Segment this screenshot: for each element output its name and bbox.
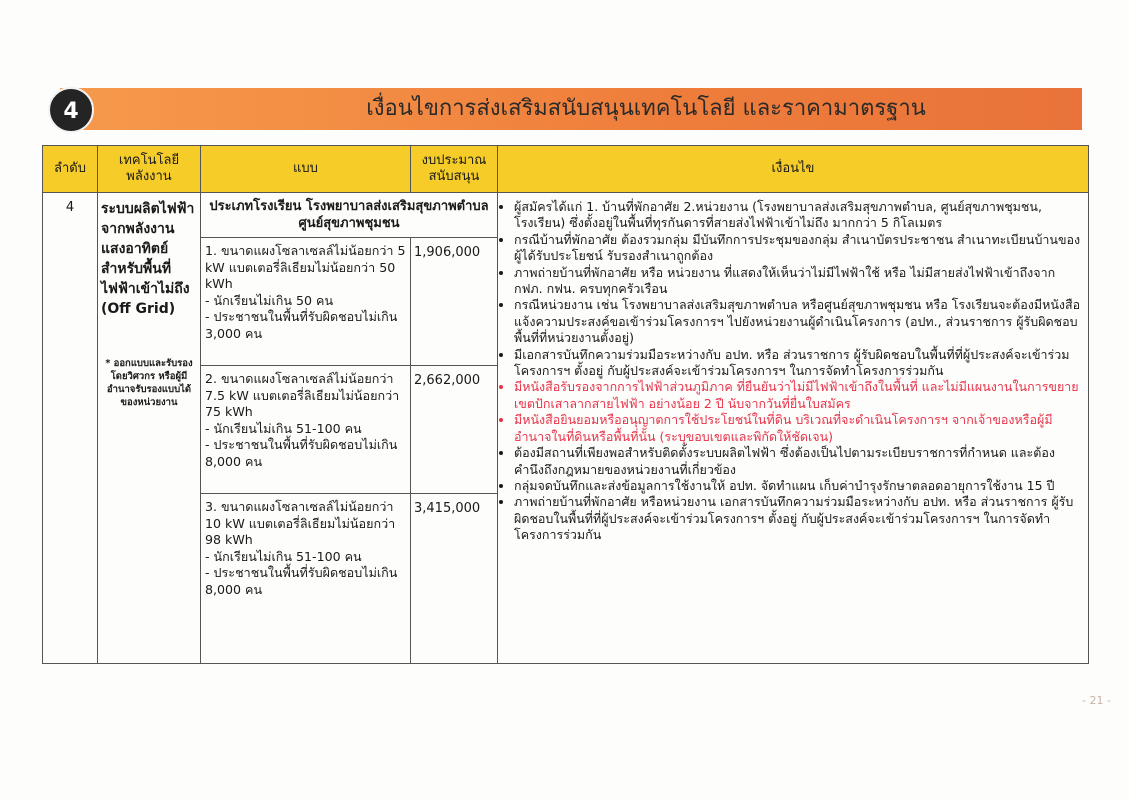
header-tech: เทคโนโลยีพลังงาน — [98, 146, 201, 193]
condition-item: • ต้องมีสถานที่เพียงพอสำหรับติดตั้งระบบผลิตไฟฟ้า ซึ่งต้องเป็นไปตามระเบียบราชการที่กำหนด และต้องคำนึงถึงกฎหมายของหน่วยงานที่เกี่ยวข้อง — [514, 445, 1083, 478]
model-budget-2: 2,662,000 — [411, 366, 498, 494]
technology-name: ระบบผลิตไฟฟ้าจากพลังงานแสงอาทิตย์สำหรับพื้นที่ไฟฟ้าเข้าไม่ถึง (Off Grid) — [101, 201, 195, 317]
model-students: - นักเรียนไม่เกิน 51-100 คน — [205, 420, 362, 436]
table-header-row — [43, 146, 1089, 193]
condition-item: • ภาพถ่ายบ้านที่พักอาศัย หรือหน่วยงาน เอกสารบันทึกความร่วมมือระหว่างกับ อปท. หรือ ส่วนราชการ ผู้รับผิดชอบในพื้นที่ที่ผู้ประสงค์จะเข้าร่วมโครงการฯ ตั้งอยู่ กับผู้ประสงค์จะเข้าร่วมโครงการฯ ในการจัดทำโครงการร่วมกัน — [514, 494, 1083, 543]
section-banner — [60, 88, 1082, 130]
header-no: ลำดับ — [43, 146, 98, 193]
condition-item: • ผู้สมัครได้แก่ 1. บ้านที่พักอาศัย 2.หน่วยงาน (โรงพยาบาลส่งเสริมสุขภาพตำบล, ศูนย์สุขภาพชุมชน, โรงเรียน) ซึ่งตั้งอยู่ในพื้นที่ทุรกันดารที่สายส่งไฟฟ้าเข้าไม่ถึง มากกว่า 5 กิโลเมตร — [514, 199, 1083, 232]
conditions-cell — [498, 193, 1089, 664]
condition-item: • กรณีหน่วยงาน เช่น โรงพยาบาลส่งเสริมสุขภาพตำบล หรือศูนย์สุขภาพชุมชน หรือ โรงเรียนจะต้องมีหนังสือแจ้งความประสงค์ขอเข้าร่วมโครงการฯ ไปยังหน่วยงานผู้ดำเนินโครงการ (อปท., ส่วนราชการ ผู้รับผิดชอบพื้นที่ที่หน่วยงานตั้งอยู่) — [514, 297, 1083, 346]
conditions-list — [502, 199, 1083, 544]
row-number: 4 — [43, 193, 98, 664]
subsidy-conditions-table — [42, 145, 1089, 664]
section-title: เงื่อนไขการส่งเสริมสนับสนุนเทคโนโลยี และราคามาตรฐาน — [366, 96, 926, 121]
page-number: - 21 - — [1082, 694, 1111, 707]
model-size: 3. ขนาดแผงโซลาเซลล์ไม่น้อยกว่า 10 kW แบตเตอรี่ลิเธียมไม่น้อยกว่า 98 kWh — [205, 499, 396, 547]
model-budget-3: 3,415,000 — [411, 494, 498, 664]
model-students: - นักเรียนไม่เกิน 50 คน — [205, 292, 334, 308]
model-spec-2 — [201, 366, 411, 494]
model-size: 1. ขนาดแผงโซลาเซลล์ไม่น้อยกว่า 5 kW แบตเตอรี่ลิเธียมไม่น้อยกว่า 50 kWh — [205, 243, 406, 291]
technology-cell — [98, 193, 201, 664]
condition-item-highlight: • มีหนังสือยินยอมหรืออนุญาตการใช้ประโยชน์ในที่ดิน บริเวณที่จะดำเนินโครงการฯ จากเจ้าของหรือผู้มีอำนาจในที่ดินหรือพื้นที่นั้น (ระบุขอบเขตและพิกัดให้ชัดเจน) — [514, 412, 1083, 445]
model-spec-3 — [201, 494, 411, 664]
header-model: แบบ — [201, 146, 411, 193]
model-students: - นักเรียนไม่เกิน 51-100 คน — [205, 548, 362, 564]
condition-item: • ภาพถ่ายบ้านที่พักอาศัย หรือ หน่วยงาน ที่แสดงให้เห็นว่าไม่มีไฟฟ้าใช้ หรือ ไม่มีสายส่งไฟฟ้าเข้าถึงจาก กฟภ. กฟน. ครบทุกครัวเรือน — [514, 265, 1083, 298]
model-size: 2. ขนาดแผงโซลาเซลล์ไม่น้อยกว่า 7.5 kW แบตเตอรี่ลิเธียมไม่น้อยกว่า 75 kWh — [205, 371, 400, 419]
table-row — [43, 193, 1089, 238]
condition-item-highlight: • มีหนังสือรับรองจากการไฟฟ้าส่วนภูมิภาค ที่ยืนยันว่าไม่มีไฟฟ้าเข้าถึงในพื้นที่ และไม่มีแผนงานในการขยายเขตปักเสาลากสายไฟฟ้า อย่างน้อย 2 ปี นับจากวันที่ยื่นใบสมัคร — [514, 379, 1083, 412]
model-population: - ประชาชนในพื้นที่รับผิดชอบไม่เกิน 8,000 คน — [205, 437, 398, 469]
model-spec-1 — [201, 238, 411, 366]
condition-item: • กรณีบ้านที่พักอาศัย ต้องรวมกลุ่ม มีบันทึกการประชุมของกลุ่ม สำเนาบัตรประชาชน สำเนาทะเบียนบ้านของผู้ได้รับประโยชน์ รับรองสำเนาถูกต้อง — [514, 232, 1083, 265]
model-budget-1: 1,906,000 — [411, 238, 498, 366]
condition-item: • มีเอกสารบันทึกความร่วมมือระหว่างกับ อปท. หรือ ส่วนราชการ ผู้รับผิดชอบในพื้นที่ที่ผู้ประสงค์จะเข้าร่วมโครงการฯ ตั้งอยู่ กับผู้ประสงค์จะเข้าร่วมโครงการฯ ในการจัดทำโครงการร่วมกัน — [514, 347, 1083, 380]
technology-note: * ออกแบบและรับรองโดยวิศวกร หรือผู้มีอำนาจรับรองแบบได้ของหน่วยงาน — [105, 358, 193, 408]
header-conditions: เงื่อนไข — [498, 146, 1089, 193]
condition-item: • กลุ่มจดบันทึกและส่งข้อมูลการใช้งานให้ อปท. จัดทำแผน เก็บค่าบำรุงรักษาตลอดอายุการใช้งาน 15 ปี — [514, 478, 1083, 494]
model-category-header: ประเภทโรงเรียน โรงพยาบาลส่งเสริมสุขภาพตำบล ศูนย์สุขภาพชุมชน — [201, 193, 498, 238]
model-population: - ประชาชนในพื้นที่รับผิดชอบไม่เกิน 3,000 คน — [205, 309, 398, 341]
model-population: - ประชาชนในพื้นที่รับผิดชอบไม่เกิน 8,000 คน — [205, 565, 398, 597]
section-number-badge: 4 — [48, 87, 94, 133]
header-budget: งบประมาณสนับสนุน — [411, 146, 498, 193]
